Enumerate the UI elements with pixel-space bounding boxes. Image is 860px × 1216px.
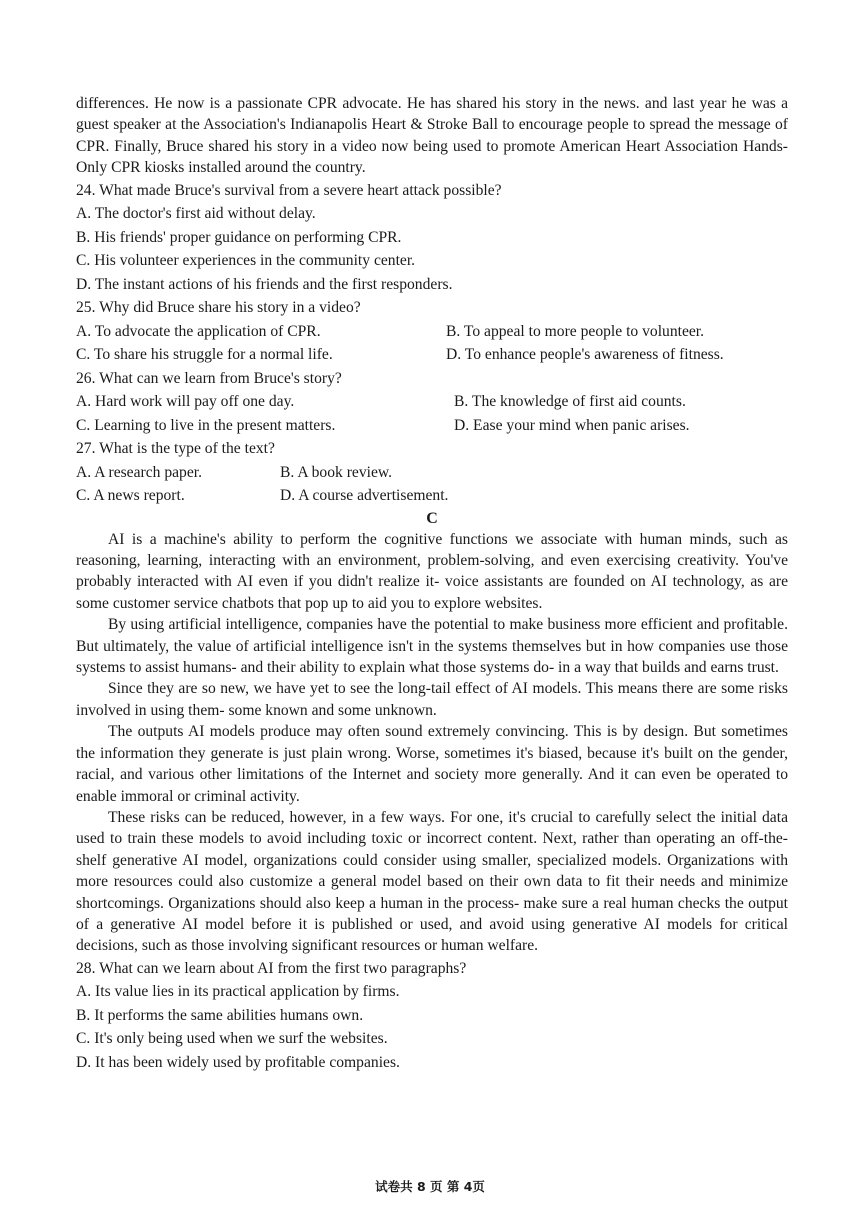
question-25-row-1 bbox=[76, 320, 788, 344]
question-26-stem: 26. What can we learn from Bruce's story? bbox=[76, 369, 342, 387]
passage-c bbox=[76, 529, 788, 957]
question-26-row-1 bbox=[76, 390, 788, 414]
question-24-option-c: C. His volunteer experiences in the community center. bbox=[76, 252, 416, 270]
passage-c-paragraph-3: Since they are so new, we have yet to see the long-tail effect of AI models. This means there are some risks involved in using them- some known and some unknown. bbox=[76, 680, 788, 719]
question-28-option-c: C. It's only being used when we surf the websites. bbox=[76, 1030, 388, 1048]
question-24-option-a: A. The doctor's first aid without delay. bbox=[76, 205, 316, 223]
question-25-option-c: C. To share his struggle for a normal life. bbox=[76, 346, 333, 364]
question-24-stem: 24. What made Bruce's survival from a severe heart attack possible? bbox=[76, 181, 502, 199]
question-27-row-1 bbox=[76, 461, 788, 485]
question-24 bbox=[76, 179, 788, 297]
passage-c-paragraph-4: The outputs AI models produce may often sound extremely convincing. This is by design. But sometimes the information they generate is just plain wrong. Worse, sometimes it's biased, because it's built on the gender, racial, and various other limitations of the Internet and society more generally. And it can even be operated to enable immoral or criminal activity. bbox=[76, 723, 788, 805]
question-25-option-b: B. To appeal to more people to volunteer. bbox=[446, 322, 705, 340]
question-28 bbox=[76, 957, 788, 1075]
section-c-heading: C bbox=[426, 509, 438, 527]
page-footer: 试卷共 8 页 第 4页 bbox=[375, 1179, 485, 1194]
question-25-option-d: D. To enhance people's awareness of fitness. bbox=[446, 346, 724, 364]
question-27-stem: 27. What is the type of the text? bbox=[76, 440, 275, 458]
passage-c-paragraph-1: AI is a machine's ability to perform the cognitive functions we associate with human minds, such as reasoning, learning, interacting with an environment, problem-solving, and even exercising creativity. You've probably interacted with AI even if you didn't realize it- voice assistants are founded on AI technology, as are some customer service chatbots that pop up to aid you to explore websites. bbox=[76, 530, 788, 612]
passage-b-ending: differences. He now is a passionate CPR advocate. He has shared his story in the news. and last year he was a guest speaker at the Association's Indianapolis Heart & Stroke Ball to encourage people to spread the message of CPR. Finally, Bruce shared his story in a video now being used to promote American Heart Association Hands-Only CPR kiosks installed around the country. bbox=[76, 95, 788, 177]
question-28-option-b: B. It performs the same abilities humans own. bbox=[76, 1006, 364, 1024]
question-28-option-a: A. Its value lies in its practical application by firms. bbox=[76, 983, 400, 1001]
question-24-option-d: D. The instant actions of his friends and the first responders. bbox=[76, 275, 453, 293]
passage-c-paragraph-5: These risks can be reduced, however, in a few ways. For one, it's crucial to carefully select the initial data used to train these models to avoid including toxic or incorrect content. Next, rather than operating an off-the-shelf generative AI model, organizations could consider using smaller, specialized models. Organizations with more resources could also customize a general model based on their own data to fit their needs and minimize shortcomings. Organizations should also keep a human in the process- make sure a real human checks the output of a generative AI model before it is published or used, and avoid using generative AI models for critical decisions, such as those involving significant resources or human welfare. bbox=[76, 808, 788, 955]
question-27-option-a: A. A research paper. bbox=[76, 463, 202, 481]
question-27 bbox=[76, 437, 788, 508]
question-26 bbox=[76, 367, 788, 438]
passage-c-paragraph-2: By using artificial intelligence, companies have the potential to make business more efficient and profitable. But ultimately, the value of artificial intelligence isn't in the systems themselves but in how companies use those systems to assist humans- and their ability to explain what those systems do- in a way that builds and earns trust. bbox=[76, 616, 788, 677]
question-28-option-d: D. It has been widely used by profitable companies. bbox=[76, 1053, 400, 1071]
question-28-stem: 28. What can we learn about AI from the first two paragraphs? bbox=[76, 959, 467, 977]
question-26-option-a: A. Hard work will pay off one day. bbox=[76, 393, 295, 411]
question-26-option-d: D. Ease your mind when panic arises. bbox=[454, 416, 690, 434]
question-27-option-c: C. A news report. bbox=[76, 487, 185, 505]
question-24-option-b: B. His friends' proper guidance on performing CPR. bbox=[76, 228, 402, 246]
question-26-option-b: B. The knowledge of first aid counts. bbox=[454, 393, 686, 411]
question-25-stem: 25. Why did Bruce share his story in a video? bbox=[76, 299, 361, 317]
question-25-row-2 bbox=[76, 343, 788, 367]
question-27-option-d: D. A course advertisement. bbox=[280, 487, 449, 505]
question-27-row-2 bbox=[76, 484, 788, 508]
exam-page bbox=[76, 93, 788, 1074]
question-25-option-a: A. To advocate the application of CPR. bbox=[76, 322, 321, 340]
question-26-row-2 bbox=[76, 414, 788, 438]
question-25 bbox=[76, 296, 788, 367]
question-26-option-c: C. Learning to live in the present matters. bbox=[76, 416, 336, 434]
question-27-option-b: B. A book review. bbox=[280, 463, 393, 481]
